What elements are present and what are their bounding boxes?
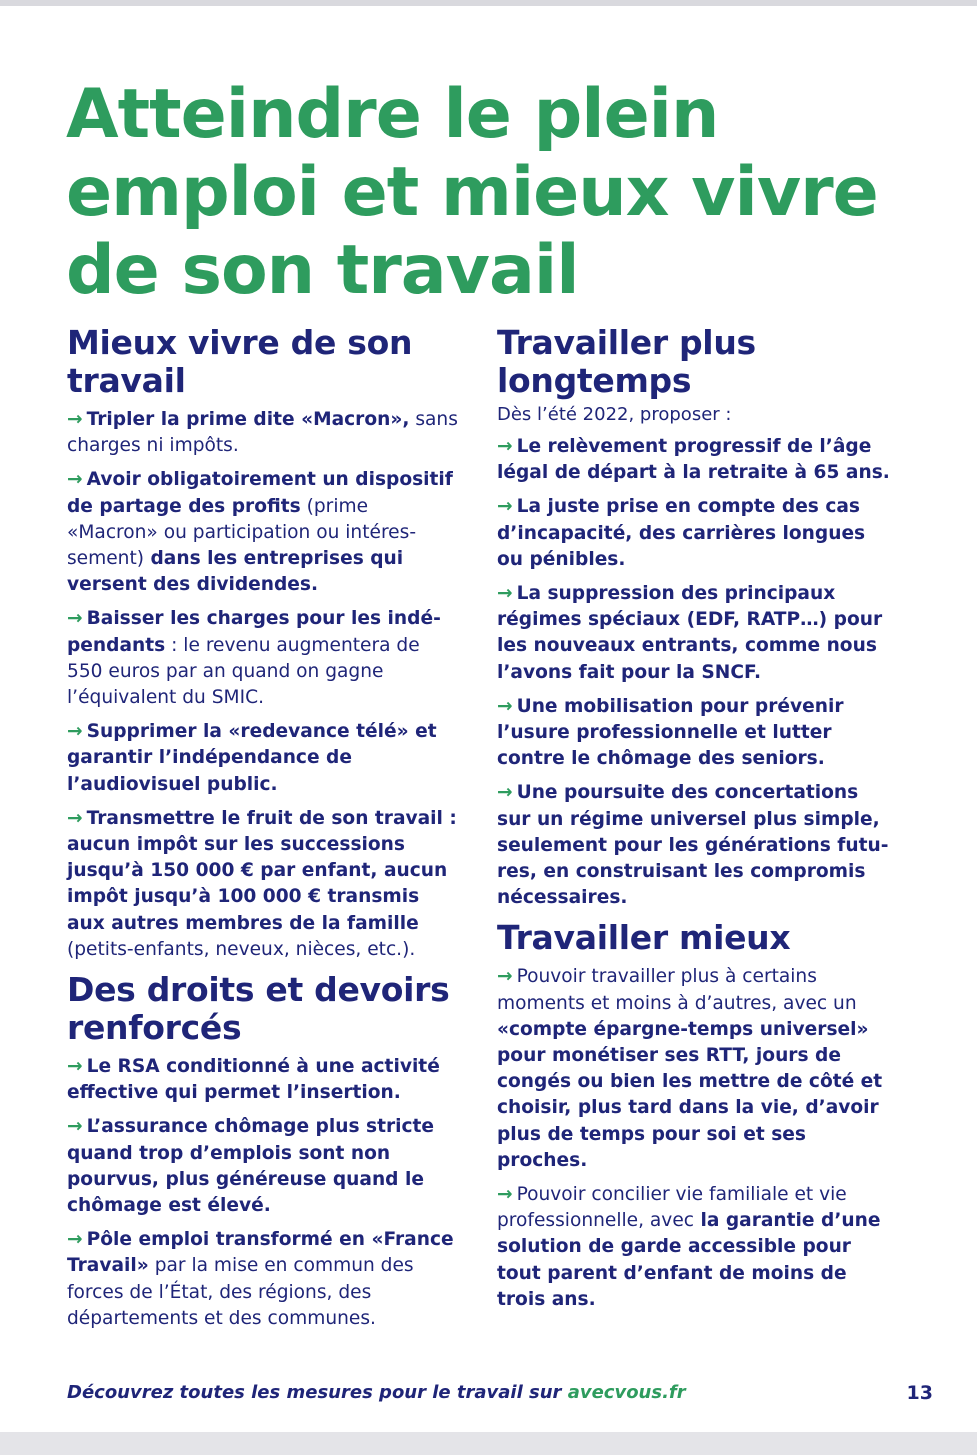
- section-heading-travailler-plus-longtemps: Travailler plus longtemps: [497, 323, 756, 400]
- list-item: → Supprimer la «redevance télé» et garantir l’indépendance de l’audiovisuel public.: [67, 721, 437, 795]
- arrow-icon: →: [497, 782, 513, 804]
- page-title: Atteindre le plein emploi et mieux vivre de son travail: [66, 75, 878, 310]
- page-footer: [67, 1382, 933, 1406]
- list-item: → Le RSA conditionné à une activité effective qui permet l’insertion.: [67, 1056, 440, 1104]
- arrow-icon: →: [67, 469, 83, 491]
- list-item: → Pouvoir travailler plus à certains moments et moins à d’autres, avec un «compte épargne-temps universel» pour monétiser ses RTT, jours de congés ou bien les mettre de côté et choisir, plus tard dans la vie, d’avoir plus de temps pour soi et ses proches.: [497, 966, 883, 1171]
- list-item: → Une poursuite des concertations sur un régime universel plus simple, seulement pour les générations futures, en construisant les compromis nécessaires.: [497, 782, 889, 909]
- list-item: → Le relèvement progressif de l’âge légal de départ à la retraite à 65 ans.: [497, 436, 890, 484]
- section-heading-travailler-mieux: Travailler mieux: [497, 918, 791, 958]
- list-item: → La juste prise en compte des cas d’incapacité, des carrières longues ou pénibles.: [497, 496, 866, 570]
- arrow-icon: →: [67, 721, 83, 743]
- arrow-icon: →: [497, 1184, 513, 1206]
- section-heading-droits-devoirs: Des droits et devoirs renforcés: [67, 970, 450, 1048]
- list-item: → Avoir obligatoirement un dispositif de partage des profits (prime «Macron» ou participation ou intéressement) dans les entreprises qui versent des dividendes.: [67, 469, 453, 596]
- footer-link[interactable]: avecvous.fr: [567, 1382, 686, 1403]
- arrow-icon: →: [67, 807, 83, 829]
- document-page: [0, 6, 977, 1432]
- list-item: → Tripler la prime dite «Macron», sans charges ni impôts.: [67, 409, 458, 457]
- arrow-icon: →: [67, 1229, 83, 1251]
- section-intro: Dès l’été 2022, proposer :: [497, 404, 732, 425]
- footer-text: Découvrez toutes les mesures pour le travail sur: [67, 1382, 568, 1403]
- arrow-icon: →: [67, 1116, 83, 1138]
- list-item: → L’assurance chômage plus stricte quand trop d’emplois sont non pourvus, plus généreuse quand le chômage est élevé.: [67, 1116, 435, 1217]
- section-heading-mieux-vivre: Mieux vivre de son travail: [67, 323, 413, 400]
- arrow-icon: →: [497, 583, 513, 605]
- arrow-icon: →: [497, 436, 513, 457]
- left-column: [67, 324, 459, 1340]
- right-column: [497, 324, 892, 1321]
- page-number: 13: [906, 1382, 933, 1404]
- arrow-icon: →: [67, 409, 83, 430]
- list-item: → Une mobilisation pour prévenir l’usure professionnelle et lutter contre le chômage des seniors.: [497, 695, 844, 770]
- arrow-icon: →: [67, 608, 83, 630]
- arrow-icon: →: [497, 695, 513, 717]
- list-item: → Pouvoir concilier vie familiale et vie professionnelle, avec la garantie d’une solution de garde accessible pour tout parent d’enfant de moins de trois ans.: [497, 1184, 881, 1310]
- arrow-icon: →: [497, 496, 513, 518]
- list-item: → Baisser les charges pour les indépendants : le revenu augmentera de 550 euros par an quand on gagne l’équivalent du SMIC.: [67, 608, 441, 709]
- arrow-icon: →: [67, 1056, 83, 1078]
- list-item: → La suppression des principaux régimes spéciaux (EDF, RATP…) pour les nouveaux entrants, comme nous l’avons fait pour la SNCF.: [497, 583, 883, 683]
- list-item: → Transmettre le fruit de son travail : aucun impôt sur les successions jusqu’à 150 000 € par enfant, aucun impôt jusqu’à 100 000 € transmis aux autres membres de la famille (petits-enfants, neveux, nièces, etc.).: [67, 807, 457, 960]
- list-item: → Pôle emploi transformé en «France Travail» par la mise en commun des forces de l’État, des régions, des départements et des communes.: [67, 1229, 454, 1329]
- arrow-icon: →: [497, 966, 513, 988]
